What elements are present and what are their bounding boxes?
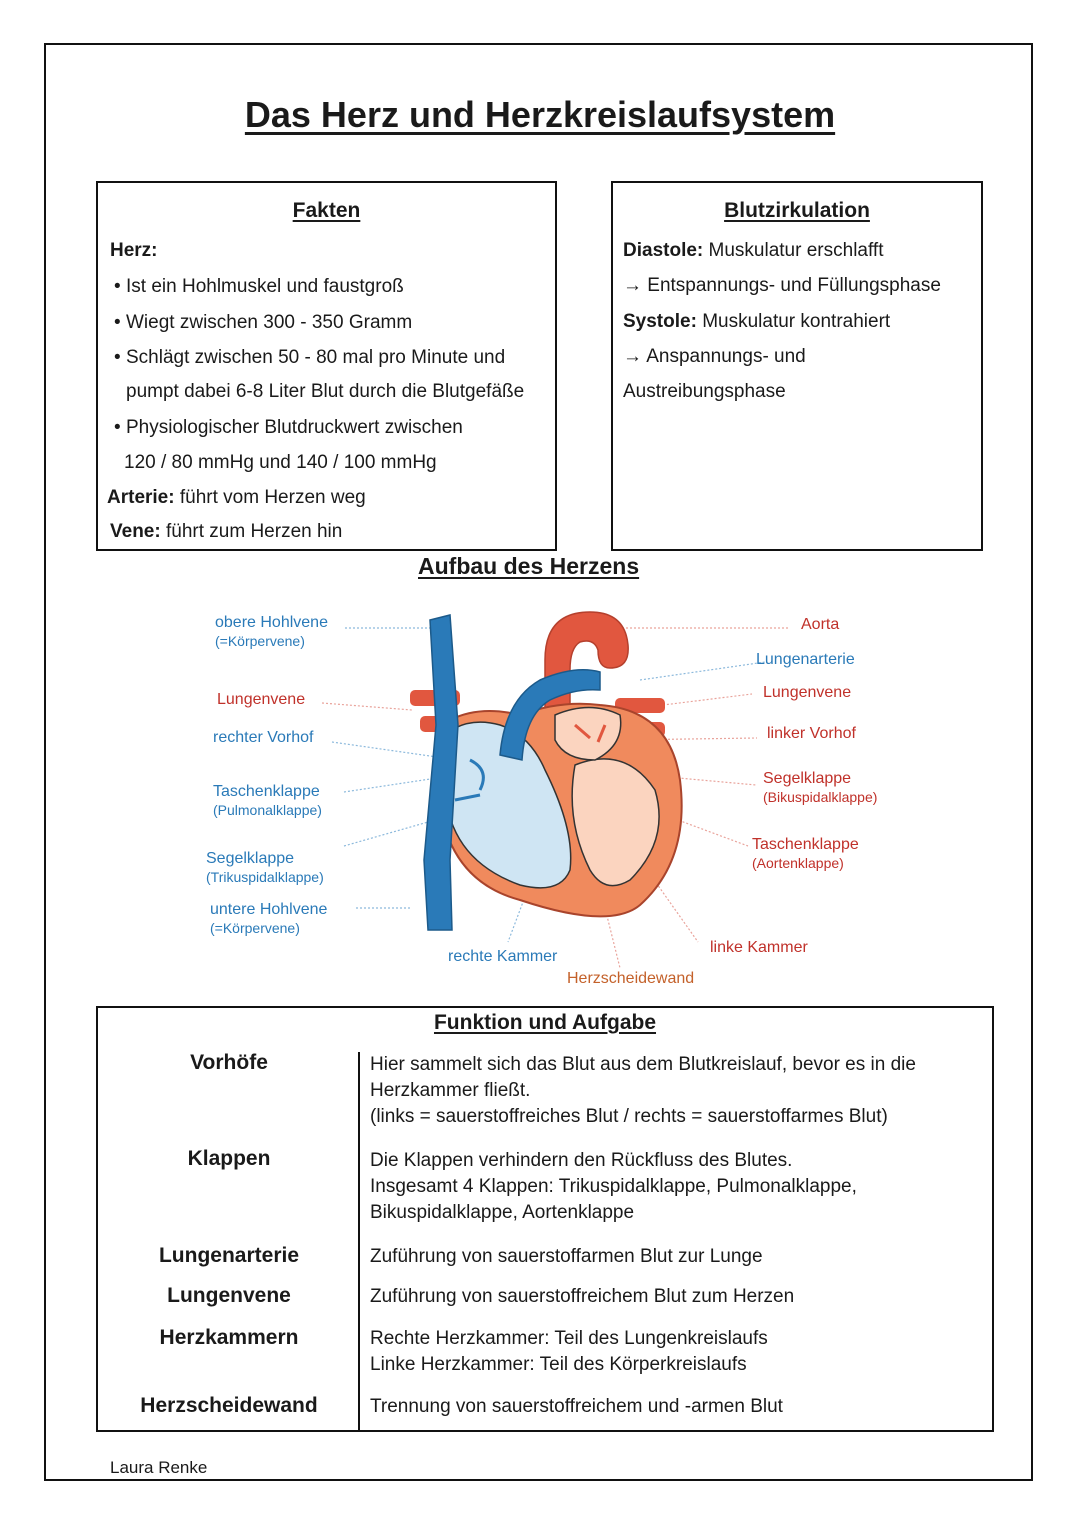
label-herzscheidewand: Herzscheidewand	[567, 970, 695, 987]
diastole-line: Diastole: Muskulatur erschlafft	[623, 240, 884, 261]
arterie-definition: Arterie: führt vom Herzen weg	[107, 487, 366, 508]
systole-line: Systole: Muskulatur kontrahiert	[623, 311, 891, 332]
table-value: Die Klappen verhindern den Rückfluss des Blutes. Insgesamt 4 Klappen: Trikuspidalklappe, Pulmonalklappe, Bikuspidalklappe, Aortenklappe	[370, 1150, 857, 1223]
fakten-bullet: • Ist ein Hohlmuskel und faustgroß	[126, 276, 404, 298]
fakten-box	[96, 181, 557, 551]
table-value: Trennung von sauerstoffreichem und -armen Blut	[370, 1396, 783, 1417]
heart-diagram	[0, 580, 1080, 1000]
fakten-bullet: • Physiologischer Blutdruckwert zwischen	[126, 417, 463, 439]
label-aorta: Aorta	[801, 616, 840, 633]
label-lungenarterie: Lungenarterie	[756, 651, 855, 668]
table-divider	[358, 1052, 360, 1430]
fakten-bullet: • Wiegt zwischen 300 - 350 Gramm	[126, 312, 412, 334]
funktion-heading: Funktion und Aufgabe	[433, 1011, 657, 1034]
label-linker-vorhof: linker Vorhof	[767, 725, 856, 742]
label-linke-kammer: linke Kammer	[710, 939, 808, 956]
funktion-table	[96, 1006, 994, 1432]
label-obere-hohlvene: obere Hohlvene (=Körpervene)	[215, 614, 328, 649]
aufbau-heading: Aufbau des Herzens	[418, 553, 640, 579]
table-value: Hier sammelt sich das Blut aus dem Blutkreislauf, bevor es in die Herzkammer fließt. (links = sauerstoffreiches Blut / rechts = sauerstoffarmes Blut)	[370, 1054, 916, 1127]
label-lungenvene-right: Lungenvene	[763, 684, 852, 701]
author-name: Laura Renke	[110, 1458, 208, 1477]
label-rechte-kammer: rechte Kammer	[448, 948, 558, 965]
systole-phase-cont: Austreibungsphase	[623, 381, 786, 402]
herz-label: Herz:	[110, 240, 158, 261]
label-rechter-vorhof: rechter Vorhof	[213, 729, 314, 746]
blutzirkulation-box	[611, 181, 983, 551]
label-taschenklappe-pulm: Taschenklappe (Pulmonalklappe)	[213, 783, 322, 818]
blutzirkulation-heading: Blutzirkulation	[724, 199, 870, 222]
table-key: Lungenvene	[167, 1284, 291, 1307]
table-value: Rechte Herzkammer: Teil des Lungenkreislaufs Linke Herzkammer: Teil des Körperkreislaufs	[370, 1328, 768, 1375]
table-value: Zuführung von sauerstoffreichem Blut zum Herzen	[370, 1286, 795, 1307]
vene-definition: Vene: führt zum Herzen hin	[110, 521, 343, 542]
systole-phase: → Anspannungs- und	[623, 346, 806, 367]
vena-cava	[424, 615, 458, 930]
page-title: Das Herz und Herzkreislaufsystem	[244, 94, 836, 135]
fakten-bullet-cont: 120 / 80 mmHg und 140 / 100 mmHg	[124, 452, 437, 473]
fakten-heading: Fakten	[292, 199, 361, 222]
label-segelklappe-tri: Segelklappe (Trikuspidalklappe)	[206, 850, 324, 885]
diastole-phase: → Entspannungs- und Füllungsphase	[623, 275, 941, 296]
fakten-bullet-cont: pumpt dabei 6-8 Liter Blut durch die Blutgefäße	[126, 381, 525, 402]
table-value: Zuführung von sauerstoffarmen Blut zur Lunge	[370, 1246, 763, 1267]
fakten-bullet: • Schlägt zwischen 50 - 80 mal pro Minute und	[126, 347, 505, 369]
table-key: Lungenarterie	[158, 1244, 300, 1267]
table-key: Herzscheidewand	[140, 1394, 318, 1417]
table-key: Vorhöfe	[190, 1051, 268, 1074]
table-key: Herzkammern	[159, 1326, 299, 1349]
label-taschenklappe-aort: Taschenklappe (Aortenklappe)	[752, 836, 859, 871]
label-lungenvene-left: Lungenvene	[217, 691, 306, 708]
table-key: Klappen	[187, 1147, 271, 1170]
label-untere-hohlvene: untere Hohlvene (=Körpervene)	[210, 901, 328, 936]
label-segelklappe-bi: Segelklappe (Bikuspidalklappe)	[763, 770, 878, 805]
